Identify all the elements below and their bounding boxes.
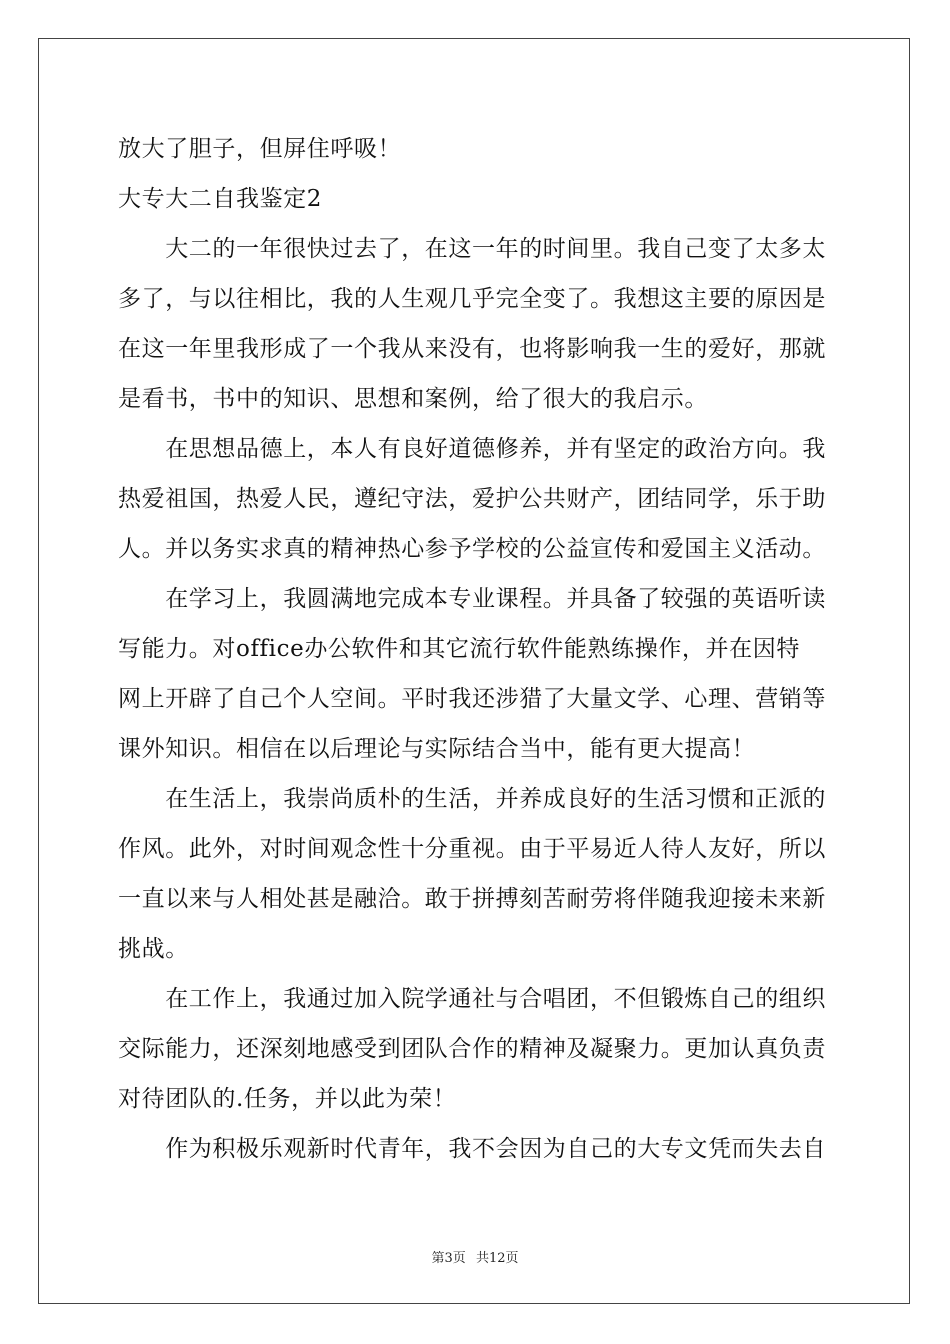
text-line: 大二的一年很快过去了，在这一年的时间里。我自己变了太多太	[118, 236, 826, 262]
text-line: 人。并以务实求真的精神热心参予学校的公益宣传和爱国主义活动。	[118, 536, 826, 562]
text-line: 写能力。对office办公软件和其它流行软件能熟练操作，并在因特	[118, 636, 800, 662]
text-line: 交际能力，还深刻地感受到团队合作的精神及凝聚力。更加认真负责	[118, 1036, 826, 1062]
text-line: 作为积极乐观新时代青年，我不会因为自己的大专文凭而失去自	[118, 1136, 826, 1162]
document-body	[118, 124, 840, 1174]
page-total: 共12页	[475, 1251, 519, 1266]
section-heading: 大专大二自我鉴定2	[118, 186, 323, 212]
text-line: 放大了胆子，但屏住呼吸！	[118, 136, 402, 162]
page-footer	[0, 1247, 950, 1266]
text-line: 是看书，书中的知识、思想和案例，给了很大的我启示。	[118, 386, 708, 412]
text-line: 在工作上，我通过加入院学通社与合唱团，不但锻炼自己的组织	[118, 986, 826, 1012]
text-line: 在学习上，我圆满地完成本专业课程。并具备了较强的英语听读	[118, 586, 826, 612]
text-line: 挑战。	[118, 936, 189, 962]
text-line: 对待团队的.任务，并以此为荣！	[118, 1086, 457, 1112]
text-line: 在生活上，我崇尚质朴的生活，并养成良好的生活习惯和正派的	[118, 786, 826, 812]
text-line: 在这一年里我形成了一个我从来没有，也将影响我一生的爱好，那就	[118, 336, 826, 362]
text-line: 多了，与以往相比，我的人生观几乎完全变了。我想这主要的原因是	[118, 286, 826, 312]
text-line: 作风。此外，对时间观念性十分重视。由于平易近人待人友好，所以	[118, 836, 826, 862]
text-line: 在思想品德上，本人有良好道德修养，并有坚定的政治方向。我	[118, 436, 826, 462]
page-number: 第3页	[431, 1251, 466, 1266]
text-line: 一直以来与人相处甚是融洽。敢于拼搏刻苦耐劳将伴随我迎接未来新	[118, 886, 826, 912]
text-line: 课外知识。相信在以后理论与实际结合当中，能有更大提高！	[118, 736, 756, 762]
text-line: 网上开辟了自己个人空间。平时我还涉猎了大量文学、心理、营销等	[118, 686, 826, 712]
text-line: 热爱祖国，热爱人民，遵纪守法，爱护公共财产，团结同学，乐于助	[118, 486, 826, 512]
